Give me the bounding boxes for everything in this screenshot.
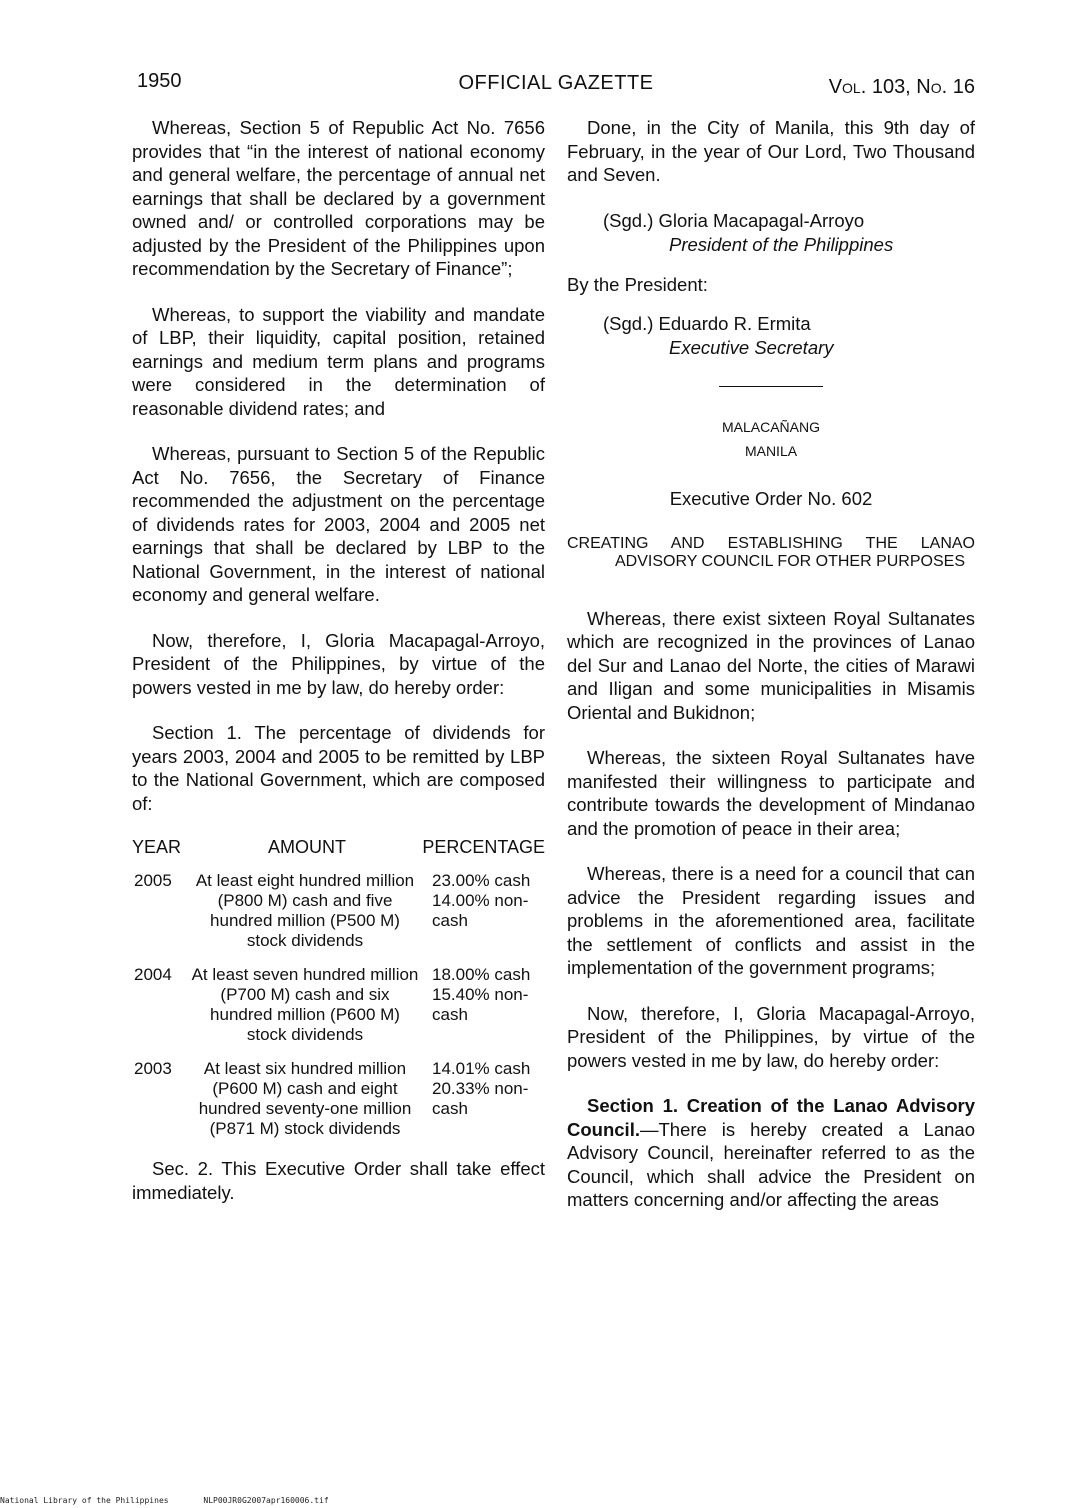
section-2-paragraph: Sec. 2. This Executive Order shall take effect immediately. [132,1158,545,1203]
left-column [132,116,545,1226]
row-year: 2005 [134,871,172,890]
place-block [567,415,975,463]
page-number: 1950 [137,70,182,92]
row-amount: At least eight hundred million (P800 M) cash and five hundred million (P500 M) stock dividends [195,871,415,950]
by-the-president: By the President: [567,273,708,295]
whereas-paragraph-1: Whereas, Section 5 of Republic Act No. 7656 provides that “in the interest of national economy and general welfare, the percentage of annual net earnings that shall be declared by a government owned and/ or controlled corporations may be adjusted by the President of the Philippines upon recommendation by the Secretary of Finance”; [132,117,545,279]
row-amount: At least seven hundred million (P700 M) cash and six hundred million (P600 M) stock dividends [191,965,419,1044]
whereas-sultanates: Whereas, there exist sixteen Royal Sultanates which are recognized in the provinces of Lanao del Sur and Lanao del Norte, the cities of Marawi and Iligan and some municipalities in Misamis Oriental and Bukidnon; [567,607,975,723]
row-year: 2004 [134,965,172,984]
footer-file: NLP00JR0G2007apr160006.tif [203,1496,329,1505]
header-amount: AMOUNT [268,837,346,857]
president-signature: (Sgd.) Gloria Macapagal-Arroyo [603,209,865,231]
secretary-title: Executive Secretary [669,337,834,358]
secretary-signature: (Sgd.) Eduardo R. Ermita [603,313,811,334]
whereas-willingness: Whereas, the sixteen Royal Sultanates have manifested their willingness to participate and contribute towards the development of Mindanao and the promotion of peace in their area; [567,747,975,839]
section-1-heading: Section 1. Creation of the Lanao Advisory Council. [567,1095,975,1140]
now-therefore-paragraph: Now, therefore, I, Gloria Macapagal-Arroyo, President of the Philippines, by virtue of the powers vested in me by law, do hereby order: [132,629,545,698]
row-percentage: 23.00% cash 14.00% non-cash [432,871,531,930]
table-row [132,1059,545,1139]
header-year: YEAR [132,837,182,857]
dividend-table [132,837,545,1139]
section-1-text: —There is hereby created a Lanao Advisory Council, hereinafter referred to as the Council, which shall advice the President on matters concerning and/or affecting the areas [567,1118,975,1210]
section-1-creation [567,1094,975,1212]
table-row [132,871,545,951]
right-column [567,116,975,1234]
done-paragraph: Done, in the City of Manila, this 9th day of February, in the year of Our Lord, Two Thousand and Seven. [567,117,975,185]
president-signature-block [603,209,975,257]
table-header [132,837,545,857]
now-therefore-order: Now, therefore, I, Gloria Macapagal-Arroyo, President of the Philippines, by virtue of the powers vested in me by law, do hereby order: [567,1002,975,1071]
header-percentage: PERCENTAGE [422,837,545,857]
section-divider [719,386,823,387]
whereas-paragraph-2: Whereas, to support the viability and mandate of LBP, their liquidity, capital position, retained earnings and medium term plans and programs were considered in the determination of reasonable dividend rates; and [132,303,545,419]
president-title: President of the Philippines [669,233,894,255]
whereas-paragraph-3: Whereas, pursuant to Section 5 of the Republic Act No. 7656, the Secretary of Finance recommended the adjustment on the percentage of dividends rates for 2003, 2004 and 2005 net earnings that shall be declared by LBP to the National Government, in the interest of national economy and general welfare. [132,443,545,605]
section-1-paragraph: Section 1. The percentage of dividends for years 2003, 2004 and 2005 to be remitted by LBP to the National Government, which are composed of: [132,722,545,814]
volume-label: Vol. 103, No. 16 [828,76,975,98]
gazette-title: OFFICIAL GAZETTE [458,72,654,94]
table-row [132,965,545,1045]
whereas-council-need: Whereas, there is a need for a council that can advice the President regarding issues and problems in the aforementioned area, facilitate the settlement of conflicts and assist in the implementation of the government programs; [567,863,975,978]
row-percentage: 14.01% cash 20.33% non-cash [432,1059,531,1118]
secretary-signature-block [603,312,975,360]
row-percentage: 18.00% cash 15.40% non-cash [432,965,531,1024]
place-malacanang: MALACAÑANG [721,419,821,435]
footer-library: National Library of the Philippines [0,1496,169,1505]
row-year: 2003 [134,1059,172,1078]
executive-order-number: Executive Order No. 602 [669,488,873,509]
executive-order-title: CREATING AND ESTABLISHING THE LANAO ADVISORY COUNCIL FOR OTHER PURPOSES [567,534,975,570]
page-header [137,70,975,100]
place-manila: MANILA [744,443,798,459]
row-amount: At least six hundred million (P600 M) cash and eight hundred seventy-one million (P871 M) stock dividends [198,1059,412,1138]
scan-footer [0,1496,359,1505]
